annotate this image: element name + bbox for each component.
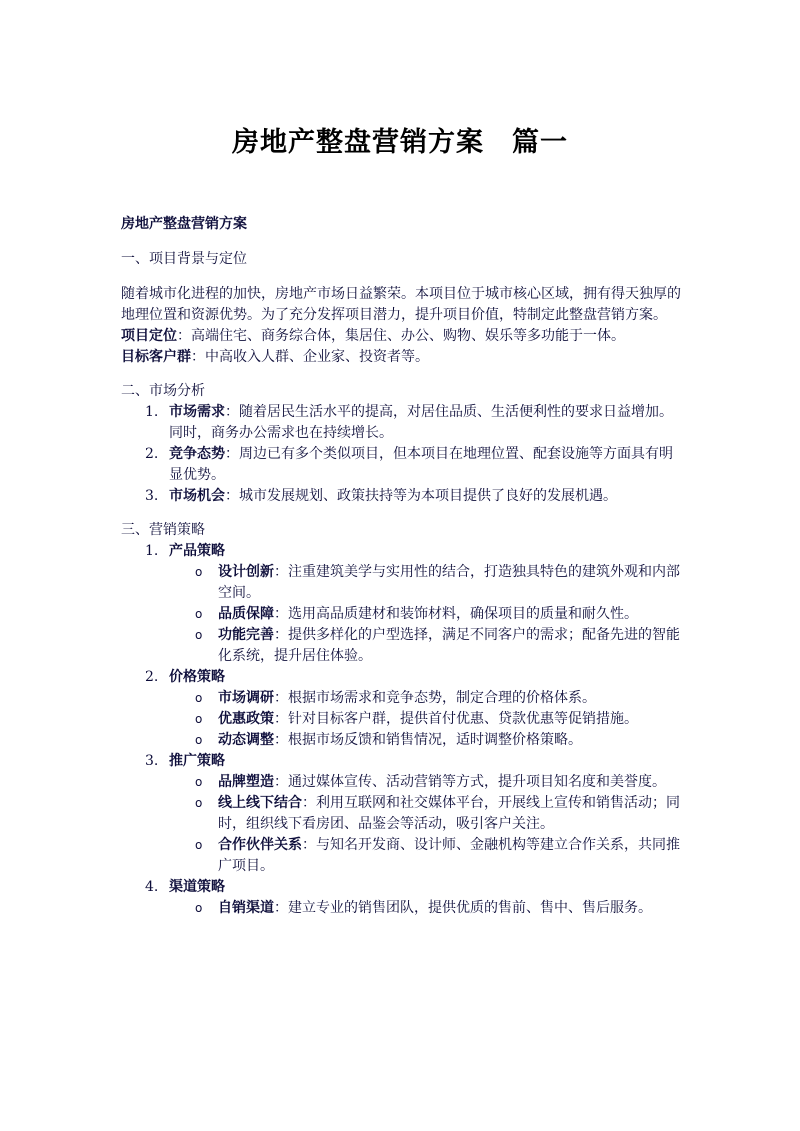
sub-list-item (121, 835, 681, 877)
item-text: ：城市发展规划、政策扶持等为本项目提供了良好的发展机遇。 (225, 488, 617, 504)
intro-paragraph: 随着城市化进程的加快，房地产市场日益繁荣。本项目位于城市核心区域，拥有得天独厚的地理位置和资源优势。为了充分发挥项目潜力，提升项目价值，特制定此整盘营销方案。 (121, 286, 681, 323)
customers-line (121, 347, 681, 368)
circle-bullet-icon: o (195, 901, 203, 915)
strategy-item (121, 877, 681, 898)
sub-list-item (121, 604, 681, 625)
strategy-label: 价格策略 (169, 669, 225, 685)
circle-bullet-icon: o (195, 565, 203, 579)
positioning-text: ：高端住宅、商务综合体，集居住、办公、购物、娱乐等多功能于一体。 (177, 328, 625, 344)
circle-bullet-icon: o (195, 838, 203, 852)
item-text: ：针对目标客户群，提供首付优惠、贷款优惠等促销措施。 (274, 711, 638, 727)
item-text: ：与知名开发商、设计师、金融机构等建立合作关系，共同推广项目。 (218, 837, 680, 874)
list-number: 1. (145, 404, 159, 420)
section-heading: 一、项目背景与定位 (121, 251, 247, 267)
positioning-line (121, 326, 681, 347)
circle-bullet-icon: o (195, 775, 203, 789)
sub-list-item (121, 625, 681, 667)
item-label: 竞争态势 (169, 446, 225, 462)
title-part: 篇一 (512, 127, 568, 158)
document-subtitle: 房地产整盘营销方案 (121, 216, 247, 232)
list-item (121, 402, 681, 444)
list-number: 3. (145, 488, 159, 504)
list-number: 4. (145, 879, 159, 895)
list-number: 3. (145, 753, 159, 769)
sub-list-item (121, 898, 681, 919)
sub-list-item (121, 709, 681, 730)
item-text: ：随着居民生活水平的提高，对居住品质、生活便利性的要求日益增加。同时，商务办公需求也在持续增长。 (169, 404, 673, 441)
item-text: ：选用高品质建材和装饰材料，确保项目的质量和耐久性。 (274, 606, 638, 622)
item-label: 优惠政策 (218, 711, 274, 727)
customers-label: 目标客户群 (121, 349, 191, 365)
strategy-item (121, 751, 681, 772)
strategy-label: 渠道策略 (169, 879, 225, 895)
item-label: 市场需求 (169, 404, 225, 420)
list-item (121, 444, 681, 486)
circle-bullet-icon: o (195, 607, 203, 621)
page-title (0, 120, 800, 159)
sub-list-item (121, 688, 681, 709)
document-body (121, 214, 681, 919)
item-label: 市场机会 (169, 488, 225, 504)
item-text: ：根据市场反馈和销售情况，适时调整价格策略。 (274, 732, 582, 748)
strategy-label: 推广策略 (169, 753, 225, 769)
item-text: ：利用互联网和社交媒体平台，开展线上宣传和销售活动；同时，组织线下看房团、品鉴会等活动，吸引客户关注。 (218, 795, 680, 832)
positioning-label: 项目定位 (121, 328, 177, 344)
title-main: 房地产整盘营销方案 (232, 127, 484, 158)
item-label: 功能完善 (218, 627, 274, 643)
sub-list-item (121, 772, 681, 793)
item-text: ：周边已有多个类似项目，但本项目在地理位置、配套设施等方面具有明显优势。 (169, 446, 673, 483)
sub-list-item (121, 730, 681, 751)
strategy-item (121, 667, 681, 688)
strategy-label: 产品策略 (169, 543, 225, 559)
section-heading: 三、营销策略 (121, 522, 205, 538)
strategy-item (121, 541, 681, 562)
circle-bullet-icon: o (195, 712, 203, 726)
item-text: ：通过媒体宣传、活动营销等方式，提升项目知名度和美誉度。 (274, 774, 666, 790)
item-text: ：提供多样化的户型选择，满足不同客户的需求；配备先进的智能化系统，提升居住体验。 (218, 627, 680, 664)
circle-bullet-icon: o (195, 691, 203, 705)
item-text: ：根据市场需求和竞争态势，制定合理的价格体系。 (274, 690, 596, 706)
item-text: ：建立专业的销售团队，提供优质的售前、售中、售后服务。 (274, 900, 652, 916)
section-heading: 二、市场分析 (121, 383, 205, 399)
item-label: 品质保障 (218, 606, 274, 622)
sub-list-item (121, 793, 681, 835)
item-label: 合作伙伴关系 (218, 837, 302, 853)
sub-list-item (121, 562, 681, 604)
market-analysis-list (121, 402, 681, 507)
item-label: 市场调研 (218, 690, 274, 706)
list-number: 1. (145, 543, 159, 559)
item-label: 自销渠道 (218, 900, 274, 916)
circle-bullet-icon: o (195, 628, 203, 642)
item-label: 品牌塑造 (218, 774, 274, 790)
item-label: 设计创新 (218, 564, 274, 580)
strategy-list (121, 541, 681, 919)
circle-bullet-icon: o (195, 796, 203, 810)
list-number: 2. (145, 446, 159, 462)
item-label: 线上线下结合 (218, 795, 302, 811)
customers-text: ：中高收入人群、企业家、投资者等。 (191, 349, 429, 365)
circle-bullet-icon: o (195, 733, 203, 747)
list-item (121, 486, 681, 507)
item-text: ：注重建筑美学与实用性的结合，打造独具特色的建筑外观和内部空间。 (218, 564, 680, 601)
list-number: 2. (145, 669, 159, 685)
item-label: 动态调整 (218, 732, 274, 748)
